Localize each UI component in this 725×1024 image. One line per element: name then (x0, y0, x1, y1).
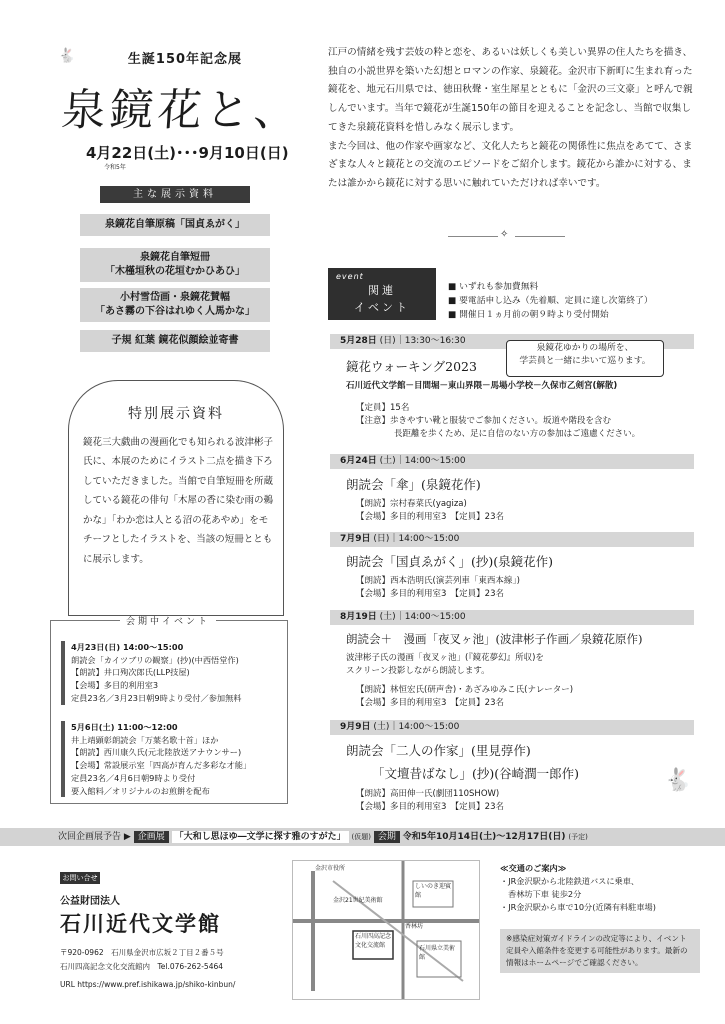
event-title: 朗読会「国貞ゑがく」(抄)(泉鏡花作) (346, 554, 554, 569)
contact-url[interactable]: URL https://www.pref.ishikawa.jp/shiko-kinbun/ (60, 980, 236, 989)
material-item: 泉鏡花自筆短冊 「木槿垣秋の花垣むかひあひ」 (80, 248, 270, 282)
intro-text: 江戸の情緒を残す芸妓の粋と恋を、あるいは妖しくも美しい異界の住人たちを描き、独自の小説世界を築いた幻想とロマンの作家、泉鏡花。金沢市下新町に生まれ育った鏡花を、地元石川県では、徳田秋聲・室生犀星とともに「金沢の三文豪」と呼んで親しんでいます。当年で鏡花が生誕150年の節目を迎えることを記念し、当館で収集してきた泉鏡花資料を惜しみなく展示します。 また今回は、他の作家や画家など、文化人たちと鏡花の関係性に焦点をあてて、さまざまな人々と鏡花との交流のエピソードをご紹介します。鏡花から誰かに対する、または誰かから鏡花に対する思いに触れていただければ幸いです。 (328, 47, 693, 189)
arrow-icon: ▶ (123, 832, 131, 842)
map-label: 金沢市役所 (315, 865, 346, 872)
next-exhibition-bar: 次回企画展予告 ▶ 企画展 「大和し思ほゆ―文学に探す雅のすがた」 (仮題) 会期 令和5年10月14日(土)〜12月17日(日) (予定) (0, 828, 725, 846)
contact-name: 石川近代文学館 (60, 911, 221, 936)
event-title: 朗読会「傘」(泉鏡花作) (346, 477, 481, 492)
exhibition-period: 4月22日(土)･･･9月10日(日) (86, 144, 289, 162)
access-info: ≪交通のご案内≫ ・JR金沢駅から北陸鉄道バスに乗車、 香林坊下車 徒歩2分 ・JR金沢駅から車で10分(近隣有料駐車場) ※感染症対策ガイドラインの改定等により、イベント定員や入館条件を変更する可能性があります。最新の情報はホームページでご確認ください。 (500, 862, 700, 973)
event-details: 【朗読】宗村春菜氏(yagiza) 【会場】多目的利用室3 【定員】23名 (356, 499, 504, 522)
event-details: 【定員】15名 【注意】歩きやすい靴と服装でご参加ください。坂道や階段を含む 長距離を歩くため、足に自信のない方の参加はご遠慮ください。 (356, 403, 641, 439)
event-date-bar: 5月28日 (日)｜13:30〜16:30 (330, 334, 694, 349)
rabbit-icon: 🐇 (664, 768, 692, 793)
period-event: 4月23日(日) 14:00〜15:00 朗読会「カイツブリの観察」(抄)(中西悟堂作) 【朗読】井口殉次郎氏(LLP技屋) 【会場】多目的利用室3 定員23名／3月23日朝9時より受付／参加無料 (61, 641, 289, 705)
material-item: 小村雪岱画・泉鏡花賛幅 「あさ霧の下谷はれゆく人馬かな」 (80, 288, 270, 322)
ornament-icon: ✧ (500, 229, 509, 240)
contact-address2: 石川四高記念文化交流館内 Tel.076-262-5464 (60, 962, 224, 971)
event-lead: 波津彬子氏の漫画「夜叉ヶ池」(『鏡花夢幻』所収)を スクリーン投影しながら朗読します。 (346, 653, 544, 676)
special-exhibit-title: 特別展示資料 (128, 406, 224, 422)
map-label: しいのき迎賓館 (415, 883, 452, 899)
event-badge: event 関連 イベント (328, 268, 436, 320)
reiwa-label: 令和5年 (104, 164, 126, 171)
contact-address: 〒920-0962 石川県金沢市広坂２丁目２番５号 (60, 948, 224, 957)
main-materials-heading: 主な展示資料 (100, 186, 250, 203)
event-title-2: 「文壇昔ばなし」(抄)(谷崎潤一郎作) (372, 766, 580, 781)
event-date-bar: 6月24日 (土)｜14:00〜15:00 (330, 454, 694, 469)
event-title: 朗読会「二人の作家」(里見弴作) (346, 743, 531, 758)
event-title: 鏡花ウォーキング2023 (346, 359, 477, 374)
special-exhibit-body: 鏡花三大戯曲の漫画化でも知られる波津彬子氏に、本展のためにイラスト二点を描き下ろしていただきました。当館で自筆短冊を所蔵している鏡花の俳句「木犀の香に染む雨の鵜かな」「わか恋は人とる沼の花あやめ」をモチーフとしたイラストを、当該の短冊とともに展示します。 (83, 437, 274, 565)
event-callout: 泉鏡花ゆかりの場所を、 学芸員と一緒に歩いて巡ります。 (506, 340, 664, 377)
map-graphic (293, 861, 479, 999)
map-label: 金沢21世紀美術館 (333, 897, 383, 904)
event-notes: ■ いずれも参加費無料 ■ 要電話申し込み（先着順、定員に達し次第終了） ■ 開催日１ヵ月前の朝９時より受付開始 (448, 282, 653, 321)
exhibition-title: 泉鏡花と、 (59, 85, 304, 136)
map-label: 石川四高記念文化交流館 (355, 933, 392, 949)
event-details: 【朗読】西本浩明氏(演芸列車「東西本線」) 【会場】多目的利用室3 【定員】23名 (356, 576, 520, 599)
period-events-box (50, 620, 288, 804)
period-events-heading: 会期中イベント (50, 614, 286, 627)
contact-label: お問い合せ (60, 872, 100, 884)
event-route: 石川近代文学館－目間堀－東山界隈－馬場小学校－久保市乙剣宮(解散) (346, 381, 618, 391)
event-date-bar: 8月19日 (土)｜14:00〜15:00 (330, 610, 694, 625)
material-item: 泉鏡花自筆原稿「国貞ゑがく」 (80, 214, 270, 236)
period-event: 5月6日(土) 11:00〜12:00 井上靖顕彰朗読会「万葉名歌十首」ほか 【朗読】西川康久氏(元北陸放送アナウンサー) 【会場】常設展示室「四高が育んだ多彩な才能」 定員23名／4月6日朝9時より受付 要入館料／オリジナルのお煎餅を配布 (61, 721, 289, 797)
access-map (292, 860, 480, 1000)
event-details: 【朗読】林恒宏氏(研声舎)・あざみゆみこ氏(ナレーター) 【会場】多目的利用室3 【定員】23名 (356, 685, 574, 708)
event-details: 【朗読】高田伸一氏(劇団110SHOW) 【会場】多目的利用室3 【定員】23名 (356, 789, 504, 812)
event-title: 朗読会＋ 漫画「夜叉ヶ池」(波津彬子作画／泉鏡花原作) (346, 632, 643, 646)
special-exhibit-box (68, 380, 284, 616)
event-date-bar: 7月9日 (日)｜14:00〜15:00 (330, 532, 694, 547)
divider (515, 236, 565, 237)
rabbit-icon: 🐇 (58, 48, 76, 64)
material-item: 子規 紅葉 鏡花似顔絵並寄書 (80, 330, 270, 352)
anniversary-label: 生誕150年記念展 (127, 52, 243, 67)
divider (448, 236, 498, 237)
contact-org: 公益財団法人 (60, 896, 120, 907)
map-label: 香林坊 (405, 923, 424, 930)
access-notice: ※感染症対策ガイドラインの改定等により、イベント定員や入館条件を変更する可能性があります。最新の情報はホームページでご確認ください。 (500, 929, 700, 973)
map-label: 石川県立美術館 (419, 945, 456, 961)
event-date-bar: 9月9日 (土)｜14:00〜15:00 (330, 720, 694, 735)
